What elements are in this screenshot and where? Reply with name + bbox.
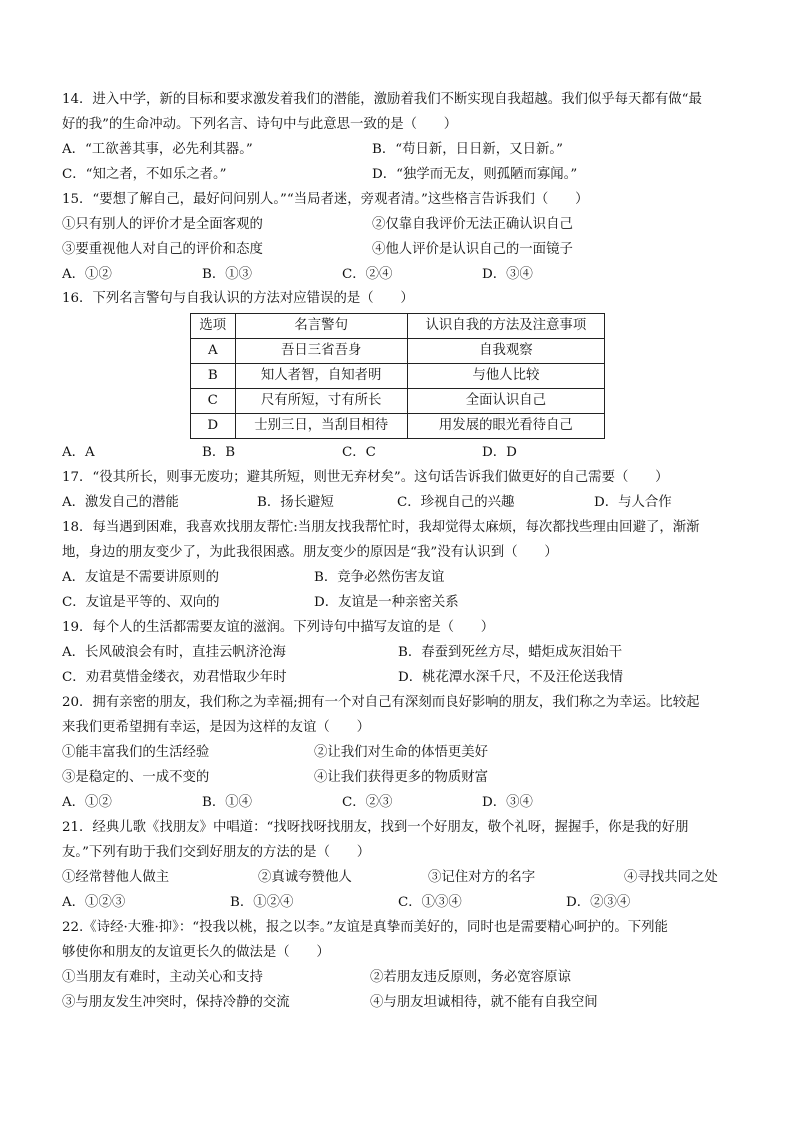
q18-option-c[interactable]: C．友谊是平等的、双向的 [62,595,220,610]
q22-stem-line-2: 够使你和朋友的友谊更长久的做法是（ ） [62,945,330,960]
q21-stem-line-2: 友。”下列有助于我们交到好朋友的方法的是（ ） [62,845,371,860]
q15-options [62,266,738,284]
q22-item-3: ③与朋友发生冲突时，保持冷静的交流 [62,995,290,1010]
q21-stem-line-1: 21．经典儿歌《找朋友》中唱道：“找呀找呀找朋友，找到一个好朋友，敬个礼呀，握握手，你是我的好朋 [62,820,689,835]
q21-item-2: ②真诚夸赞他人 [258,870,352,885]
q15-item-3: ③要重视他人对自己的评价和态度 [62,242,263,257]
q14-option-c[interactable]: C．“知之者，不如乐之者。” [62,167,227,182]
q17-options [62,494,738,512]
q18-option-d[interactable]: D．友谊是一种亲密关系 [314,595,459,610]
q20-option-b[interactable]: B．①④ [202,795,253,810]
q22-items-row-1 [62,969,738,987]
q21-option-a[interactable]: A．①②③ [62,895,126,910]
q19-stem: 19．每个人的生活都需要友谊的滋润。下列诗句中描写友谊的是（ ） [62,620,495,635]
q20-options [62,794,738,812]
q19-option-c[interactable]: C．劝君莫惜金缕衣，劝君惜取少年时 [62,670,287,685]
table-cell: 尺有所短，寸有所长 [235,389,407,414]
q15-option-a[interactable]: A．①② [62,267,112,282]
q18-option-b[interactable]: B．竞争必然伤害友谊 [314,570,445,585]
q21-item-1: ①经常替他人做主 [62,870,170,885]
table-header-cell: 名言警句 [235,314,407,339]
q21-option-c[interactable]: C．①③④ [398,895,462,910]
q16-options [62,444,738,462]
q14-option-a[interactable]: A．“工欲善其事，必先利其器。” [62,142,253,157]
q17-option-c[interactable]: C．珍视自己的兴趣 [397,495,515,510]
q18-stem-line-2: 地，身边的朋友变少了，为此我很困惑。朋友变少的原因是“我”没有认识到（ ） [62,545,558,560]
q14-stem-line-2: 好的我”的生命冲动。下列名言、诗句中与此意思一致的是（ ） [62,117,458,132]
q17-option-b[interactable]: B．扬长避短 [257,495,334,510]
q20-items-row-2 [62,769,738,787]
q17-option-a[interactable]: A．激发自己的潜能 [62,495,179,510]
q20-option-c[interactable]: C．②③ [342,795,393,810]
q15-item-4: ④他人评价是认识自己的一面镜子 [372,242,573,257]
q16-option-d[interactable]: D．D [482,445,517,460]
table-cell: 知人者智，自知者明 [235,364,407,389]
q21-item-4: ④寻找共同之处 [624,870,718,885]
q19-option-b[interactable]: B．春蚕到死丝方尽，蜡炬成灰泪始干 [398,645,623,660]
q18-options-row-2 [62,594,738,612]
q16-option-a[interactable]: A．A [62,445,95,460]
q21-option-b[interactable]: B．①②④ [230,895,294,910]
q14-options-row-1 [62,141,738,159]
q16-table [190,313,605,439]
table-cell: 与他人比较 [407,364,604,389]
q20-stem-line-2: 来我们更希望拥有幸运，是因为这样的友谊（ ） [62,720,370,735]
q14-option-d[interactable]: D．“独学而无友，则孤陋而寡闻。” [372,167,578,182]
q14-option-b[interactable]: B．“苟日新，日日新，又日新。” [372,142,563,157]
table-header-cell: 认识自我的方法及注意事项 [407,314,604,339]
q19-options-row-1 [62,644,738,662]
table-header-row [191,314,605,339]
q14-stem-line-1: 14．进入中学，新的目标和要求激发着我们的潜能，激励着我们不断实现自我超越。我们似乎每天都有做“最 [62,92,702,107]
table-cell: 用发展的眼光看待自己 [407,414,604,439]
q16-option-b[interactable]: B．B [202,445,236,460]
q20-item-3: ③是稳定的、一成不变的 [62,770,210,785]
q15-item-1: ①只有别人的评价才是全面客观的 [62,217,263,232]
q15-stem: 15．“要想了解自己，最好问问别人。”“当局者迷，旁观者清。”这些格言告诉我们（ ） [62,192,589,207]
table-cell: 全面认识自己 [407,389,604,414]
table-header-cell: 选项 [191,314,236,339]
table-cell: A [191,339,236,364]
table-row [191,364,605,389]
q22-item-1: ①当朋友有难时，主动关心和支持 [62,970,263,985]
q15-option-c[interactable]: C．②④ [342,267,393,282]
q20-stem-line-1: 20．拥有亲密的朋友，我们称之为幸福;拥有一个对自己有深刻而良好影响的朋友，我们称之为幸运。比较起 [62,695,700,710]
q17-option-d[interactable]: D．与人合作 [594,495,672,510]
q21-item-3: ③记住对方的名字 [428,870,536,885]
q16-option-c[interactable]: C．C [342,445,376,460]
q18-stem-line-1: 18．每当遇到困难，我喜欢找朋友帮忙:当朋友找我帮忙时，我却觉得太麻烦，每次都找些理由回避了，渐渐 [62,520,700,535]
q22-item-2: ②若朋友违反原则，务必宽容原谅 [370,970,571,985]
q18-options-row-1 [62,569,738,587]
q20-option-a[interactable]: A．①② [62,795,112,810]
q22-stem-line-1: 22.《诗经·大雅·抑》：“投我以桃，报之以李。”友谊是真挚而美好的，同时也是需要精心呵护的。下列能 [62,920,668,935]
q20-item-2: ②让我们对生命的体悟更美好 [314,745,489,760]
table-row [191,389,605,414]
table-cell: 自我观察 [407,339,604,364]
q15-option-d[interactable]: D．③④ [482,267,533,282]
q14-options-row-2 [62,166,738,184]
table-row [191,339,605,364]
q20-option-d[interactable]: D．③④ [482,795,533,810]
table-row [191,414,605,439]
q22-item-4: ④与朋友坦诚相待，就不能有自我空间 [370,995,598,1010]
q21-options [62,894,738,912]
q21-option-d[interactable]: D．②③④ [566,895,631,910]
table-cell: D [191,414,236,439]
q18-option-a[interactable]: A．友谊是不需要讲原则的 [62,570,219,585]
table-cell: C [191,389,236,414]
q20-items-row-1 [62,744,738,762]
table-cell: B [191,364,236,389]
table-cell: 吾日三省吾身 [235,339,407,364]
q15-items-row-1 [62,216,738,234]
q20-item-4: ④让我们获得更多的物质财富 [314,770,489,785]
q22-items-row-2 [62,994,738,1012]
table-cell: 士别三日，当刮目相待 [235,414,407,439]
q19-option-d[interactable]: D．桃花潭水深千尺，不及汪伦送我情 [398,670,623,685]
q19-options-row-2 [62,669,738,687]
q19-option-a[interactable]: A．长风破浪会有时，直挂云帆济沧海 [62,645,286,660]
q15-items-row-2 [62,241,738,259]
q17-stem: 17．“役其所长，则事无废功；避其所短，则世无弃材矣”。这句话告诉我们做更好的自己需要（ ） [62,470,669,485]
q21-items [62,869,738,887]
q15-item-2: ②仅靠自我评价无法正确认识自己 [372,217,573,232]
q20-item-1: ①能丰富我们的生活经验 [62,745,210,760]
q16-stem: 16．下列名言警句与自我认识的方法对应错误的是（ ） [62,291,414,306]
q15-option-b[interactable]: B．①③ [202,267,253,282]
